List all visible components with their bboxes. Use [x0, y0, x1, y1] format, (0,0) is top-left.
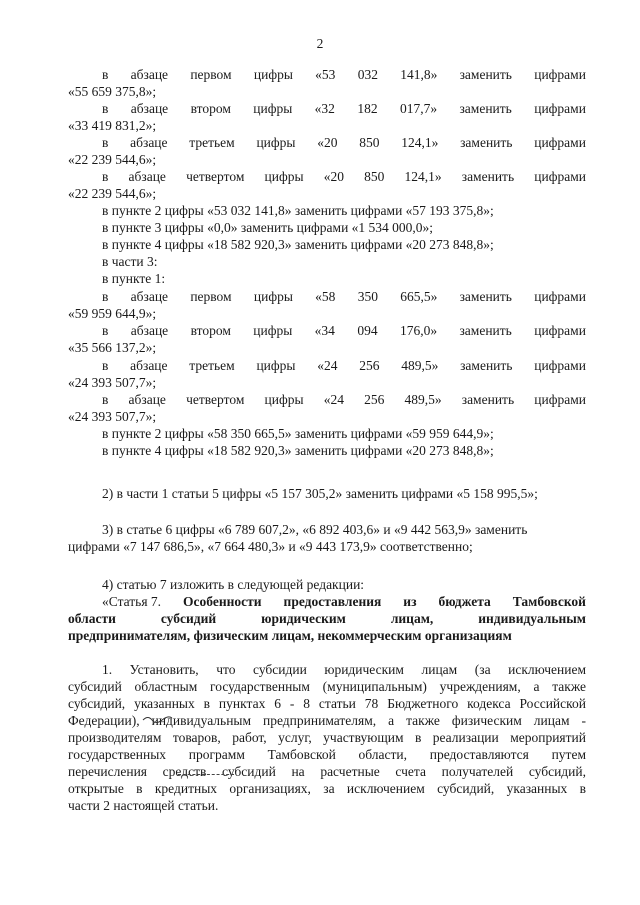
article-word: индивидуальным — [478, 611, 586, 626]
clause-line: субсидий областным государственным (муниципальным) учреждениям, а также — [68, 679, 586, 694]
word: первом — [190, 67, 232, 82]
word: цифры — [264, 392, 304, 407]
clause-line: 1. Установить, что субсидии юридическим лицам (за исключением — [102, 662, 586, 677]
word: в — [102, 169, 109, 184]
word: цифрами — [534, 101, 586, 116]
clause-line: открытые в кредитных организациях, за исключением субсидий, указанных в — [68, 781, 586, 796]
word: абзаце — [130, 135, 168, 150]
word: в — [102, 67, 109, 82]
word: цифры — [253, 67, 293, 82]
word: «58 — [315, 289, 336, 304]
article-word: лицам, — [390, 611, 434, 626]
word: абзаце — [130, 101, 169, 116]
word: цифры — [264, 169, 304, 184]
page-number: 2 — [316, 36, 324, 51]
word: в — [102, 392, 109, 407]
text-line: «33 419 831,2»; — [68, 118, 157, 133]
word: в — [102, 135, 109, 150]
word: «20 — [323, 169, 344, 184]
word: в — [102, 289, 109, 304]
word: абзаце — [130, 323, 169, 338]
word: четвертом — [186, 169, 245, 184]
article-word: бюджета — [438, 594, 491, 609]
word: четвертом — [186, 392, 245, 407]
word: цифрами — [534, 289, 586, 304]
article-word: Тамбовской — [512, 594, 586, 609]
word: 850 — [364, 169, 385, 184]
word: первом — [190, 289, 232, 304]
text-line: «22 239 544,6»; — [68, 186, 157, 201]
text-line: «55 659 375,8»; — [68, 84, 157, 99]
article-word: субсидий — [160, 611, 217, 626]
pen-underline — [178, 773, 234, 775]
word: цифрами — [534, 67, 586, 82]
article-heading-line1 — [102, 593, 586, 610]
word: цифры — [253, 323, 293, 338]
word: заменить — [459, 67, 512, 82]
clause-line: субсидий, указанных в пунктах 6 - 8 статьи 78 Бюджетного кодекса Российской — [68, 696, 586, 711]
word: третьем — [189, 358, 235, 373]
word: втором — [190, 323, 231, 338]
article-word: из — [403, 594, 417, 609]
word: 256 — [359, 358, 380, 373]
text-line: в пункте 2 цифры «58 350 665,5» заменить цифрами «59 959 644,9»; — [102, 426, 494, 441]
text-line: 2) в части 1 статьи 5 цифры «5 157 305,2» заменить цифрами «5 158 995,5»; — [102, 486, 538, 501]
spread-line — [102, 391, 586, 408]
text-line: в пункте 2 цифры «53 032 141,8» заменить цифрами «57 193 375,8»; — [102, 203, 494, 218]
clause-line: производителям товаров, работ, услуг, участвующим в реализации мероприятий — [68, 730, 586, 745]
spread-line — [102, 134, 586, 151]
text-line: в пункте 3 цифры «0,0» заменить цифрами «1 534 000,0»; — [102, 220, 434, 235]
word: 489,5» — [401, 358, 439, 373]
word: заменить — [461, 169, 515, 184]
article-word: Особенности — [183, 594, 262, 609]
clause-line: Федерации), индивидуальным предпринимателям, а также физическим лицам - — [68, 713, 586, 728]
word: 176,0» — [399, 323, 438, 338]
word: 017,7» — [399, 101, 438, 116]
text-line: 3) в статье 6 цифры «6 789 607,2», «6 892 403,6» и «9 442 563,9» заменить — [102, 522, 528, 537]
article-heading-line2 — [68, 610, 586, 627]
clause-line: государственных программ Тамбовской области, предоставляются путем — [68, 747, 586, 762]
text-line: «59 959 644,9»; — [68, 306, 157, 321]
word: 350 — [357, 289, 378, 304]
word: абзаце — [130, 67, 169, 82]
word: «24 — [317, 358, 338, 373]
word: абзаце — [130, 289, 169, 304]
word: заменить — [460, 135, 513, 150]
word: заменить — [459, 101, 512, 116]
word: «32 — [314, 101, 335, 116]
article-heading-line3: предпринимателям, физическим лицам, некоммерческим организациям — [68, 628, 512, 643]
word: цифры — [256, 358, 296, 373]
text-line: «22 239 544,6»; — [68, 152, 157, 167]
word: 124,1» — [401, 135, 439, 150]
pen-mark-icon — [142, 714, 174, 724]
text-line: «24 393 507,7»; — [68, 409, 157, 424]
word: цифры — [253, 101, 293, 116]
spread-line — [102, 100, 586, 117]
text-line: «35 566 137,2»; — [68, 340, 157, 355]
word: цифрами — [534, 135, 586, 150]
text-line: цифрами «7 147 686,5», «7 664 480,3» и «9 443 173,9» соответственно; — [68, 539, 473, 554]
word: абзаце — [130, 358, 168, 373]
word: 850 — [359, 135, 380, 150]
word: 256 — [364, 392, 385, 407]
text-line: в пункте 1: — [102, 271, 166, 286]
word: цифрами — [534, 169, 586, 184]
clause-line: перечисления средств субсидий на расчетные счета получателей субсидий, — [68, 764, 586, 779]
word: «20 — [317, 135, 338, 150]
word: 182 — [357, 101, 378, 116]
word: абзаце — [128, 169, 166, 184]
word: 124,1» — [404, 169, 442, 184]
word: втором — [190, 101, 231, 116]
article-word: области — [68, 611, 116, 626]
word: 665,5» — [400, 289, 438, 304]
word: в — [102, 101, 109, 116]
text-line: в пункте 4 цифры «18 582 920,3» заменить цифрами «20 273 848,8»; — [102, 237, 494, 252]
word: заменить — [459, 289, 512, 304]
spread-line — [102, 66, 586, 83]
word: 094 — [357, 323, 378, 338]
word: цифрами — [534, 358, 586, 373]
article-word: предоставления — [283, 594, 382, 609]
word: «24 — [323, 392, 344, 407]
word: «34 — [314, 323, 335, 338]
word: 489,5» — [404, 392, 442, 407]
article-label: «Статья 7. — [102, 594, 162, 609]
word: цифрами — [534, 323, 586, 338]
word: абзаце — [128, 392, 166, 407]
clause-line: части 2 настоящей статьи. — [68, 798, 219, 813]
word: в — [102, 323, 109, 338]
word: заменить — [461, 392, 515, 407]
word: цифры — [253, 289, 293, 304]
word: заменить — [459, 323, 512, 338]
text-line: в пункте 4 цифры «18 582 920,3» заменить цифрами «20 273 848,8»; — [102, 443, 494, 458]
text-line: 4) статью 7 изложить в следующей редакции: — [102, 577, 365, 592]
word: в — [102, 358, 109, 373]
word: 032 — [357, 67, 378, 82]
word: цифры — [256, 135, 296, 150]
word: 141,8» — [400, 67, 438, 82]
word: третьем — [189, 135, 235, 150]
spread-line — [102, 357, 586, 374]
word: «53 — [315, 67, 336, 82]
spread-line — [102, 168, 586, 185]
word: цифрами — [534, 392, 586, 407]
word: заменить — [460, 358, 513, 373]
text-line: «24 393 507,7»; — [68, 375, 157, 390]
spread-line — [102, 288, 586, 305]
article-word: юридическим — [261, 611, 346, 626]
spread-line — [102, 322, 586, 339]
text-line: в части 3: — [102, 254, 158, 269]
